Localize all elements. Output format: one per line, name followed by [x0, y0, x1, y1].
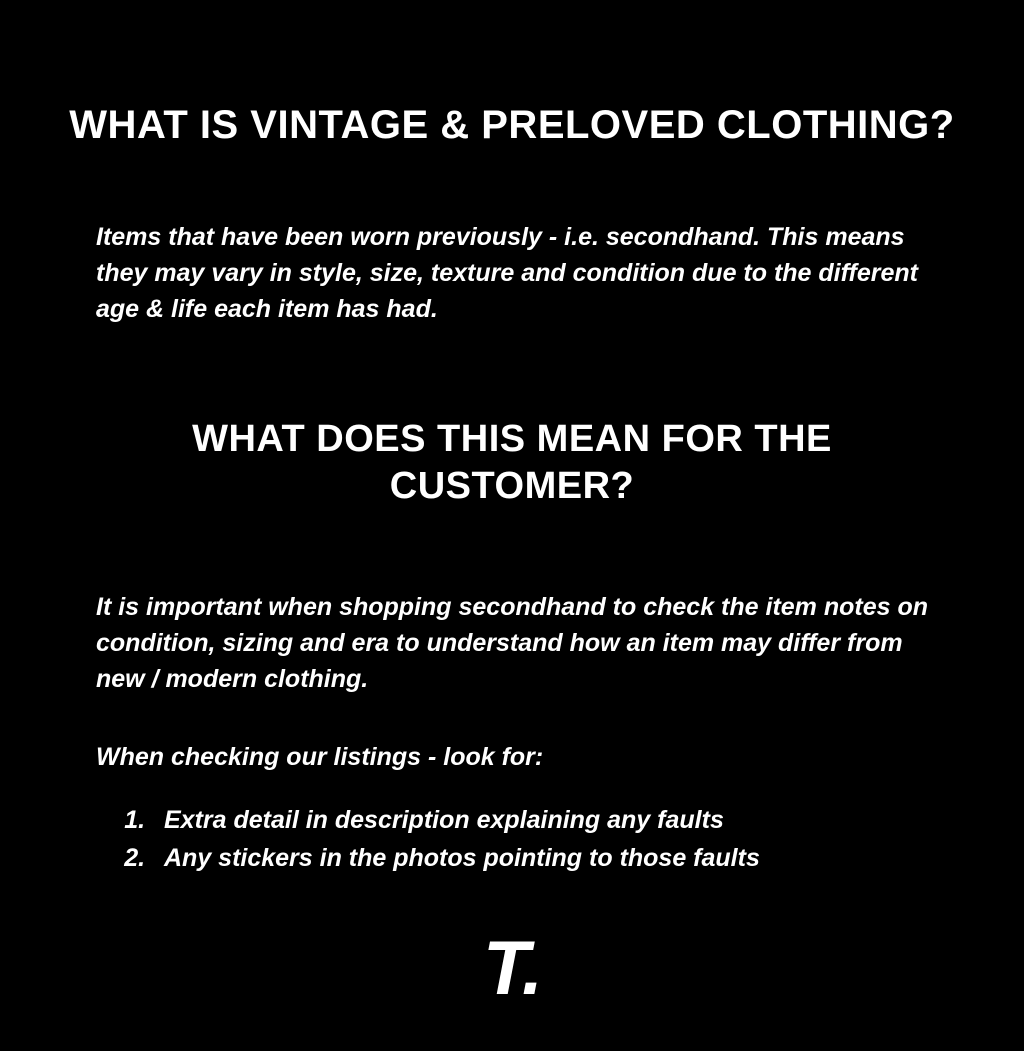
logo-area — [0, 925, 1024, 1011]
slide-container — [0, 27, 1024, 1051]
listings-prompt: When checking our listings - look for: — [96, 743, 544, 772]
checklist — [0, 801, 1024, 879]
intro-paragraph: Items that have been worn previously - i.e. secondhand. This means they may vary in style, size, texture and condition due to the different age & life each item has had. — [96, 222, 918, 324]
list-item: 2. Any stickers in the photos pointing to those faults — [152, 839, 1024, 878]
page-title: WHAT IS VINTAGE & PRELOVED CLOTHING? — [69, 102, 955, 147]
section-heading-customer: WHAT DOES THIS MEAN FOR THE CUSTOMER? — [192, 417, 832, 508]
brand-logo: T. — [483, 925, 541, 1011]
customer-paragraph: It is important when shopping secondhand to check the item notes on condition, sizing and era to understand how an item may differ from new / modern clothing. — [96, 592, 929, 694]
list-item: 1. Extra detail in description explaining any faults — [152, 801, 1024, 840]
